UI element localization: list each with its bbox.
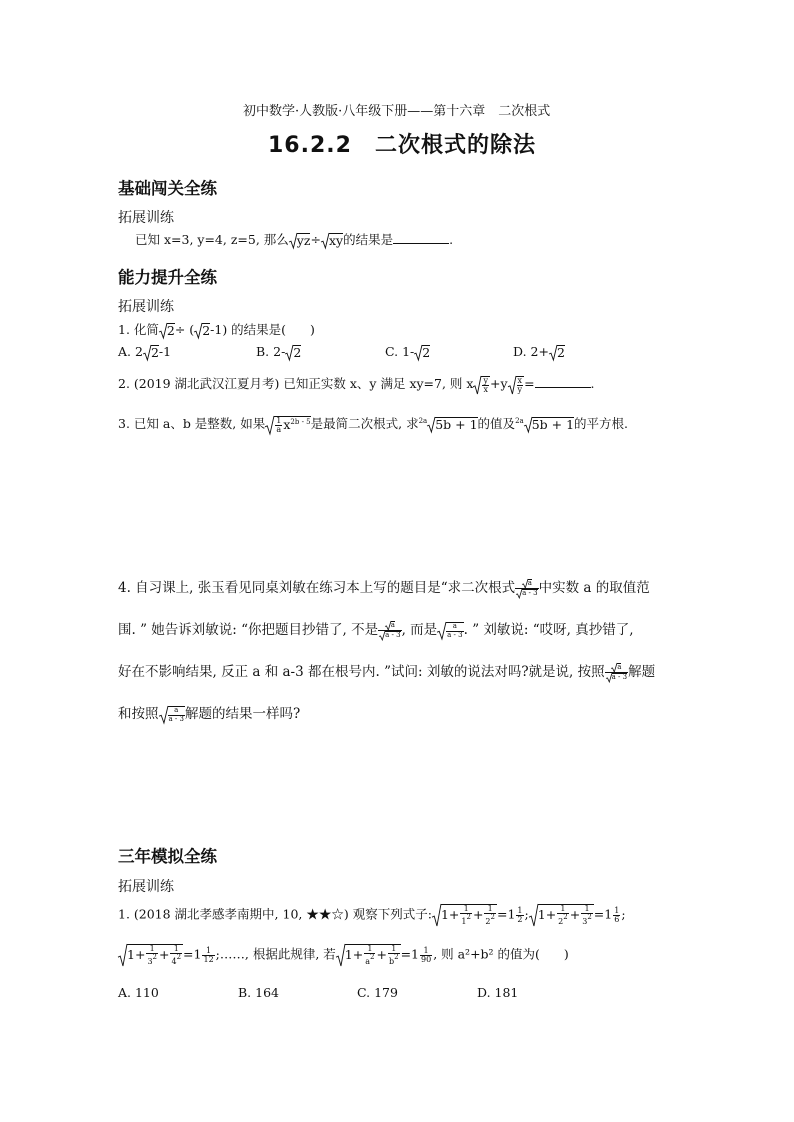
radical: a bbox=[385, 621, 395, 630]
radical: $\frac{a}{a - 3}$ bbox=[159, 706, 185, 723]
section-heading-ability: 能力提升全练 bbox=[118, 268, 217, 287]
question-4-line-2: 围. ” 她告诉刘敏说: “你把题目抄错了, 不是 $\frac{a}{a - 3}$ , 而是 $\frac{a}{a - 3}$ . ” 刘敏说: “哎呀, 真抄错了, bbox=[118, 621, 634, 639]
radical: $\frac{x}{y}$ bbox=[508, 376, 525, 394]
header-subtitle: 初中数学·人教版·八年级下册——第十六章 二次根式 bbox=[243, 104, 551, 119]
radical: $\frac{a}{a - 3}$ bbox=[437, 622, 463, 639]
question-4-line-3: 好在不影响结果, 反正 a 和 a-3 都在根号内. ”试问: 刘敏的说法对吗?就是说, 按照 $\frac{a}{a - 3}$ 解题 bbox=[118, 663, 656, 681]
radical: a - 3 bbox=[379, 631, 400, 640]
question-3: 3. 已知 a、b 是整数, 如果 $\frac{1}{a}$ $x^{2b - 5}$是最简二次根式, 求$^{2a}$ 5b + 1的值及$^{2a}$ 5b + 1的平方根. bbox=[118, 415, 629, 434]
basic-question: 已知 x=3, y=4, z=5, 那么 yz÷ xy的结果是 . bbox=[135, 232, 454, 248]
question-4-line-4: 和按照 $\frac{a}{a - 3}$ 解题的结果一样吗? bbox=[118, 706, 301, 723]
radical: 2 bbox=[414, 345, 430, 360]
question-4-line-1: 4. 自习课上, 张玉看见同桌刘敏在练习本上写的题目是“求二次根式 $\frac{a}{a - 3}$ 中实数 a 的取值范 bbox=[118, 579, 650, 597]
section-heading-mock: 三年模拟全练 bbox=[118, 847, 217, 866]
radical: 5b + 1 bbox=[524, 417, 574, 432]
radical: 1+ $\frac{1}{22}$ + $\frac{1}{32}$ bbox=[529, 904, 594, 926]
radical: 5b + 1 bbox=[427, 417, 477, 432]
answer-blank[interactable] bbox=[535, 376, 591, 388]
option-b[interactable]: B. 2- 2 bbox=[256, 344, 302, 360]
radical: $\frac{y}{x}$ bbox=[473, 376, 490, 394]
mock-question-1-line-1: 1. (2018 湖北孝感孝南期中, 10, ★★☆) 观察下列式子: 1+ $\frac{1}{12}$ + $\frac{1}{22}$ =1 $\frac{1}{2}$ ; 1+ $\frac{1}{22}$ + $\frac{1}{32}$ =1 $\frac{1}{6}$ ; bbox=[118, 904, 626, 926]
question-1: 1. 化简 2÷ ( 2-1) 的结果是( ) bbox=[118, 322, 315, 338]
mock-option-b[interactable]: B. 164 bbox=[238, 985, 279, 1000]
mock-option-d[interactable]: D. 181 bbox=[477, 985, 519, 1000]
radical: a bbox=[611, 663, 621, 672]
radical: 2 bbox=[159, 323, 175, 338]
radical: 2 bbox=[549, 345, 565, 360]
radical: $\frac{1}{a}$ $x^{2b - 5}$ bbox=[265, 416, 310, 434]
radical: 1+ $\frac{1}{a2}$ + $\frac{1}{b2}$ bbox=[336, 944, 401, 966]
section-sub-ability: 拓展训练 bbox=[118, 299, 174, 315]
radical: 1+ $\frac{1}{12}$ + $\frac{1}{22}$ bbox=[432, 904, 497, 926]
mock-option-c[interactable]: C. 179 bbox=[357, 985, 398, 1000]
radical: 2 bbox=[194, 323, 210, 338]
option-c[interactable]: C. 1- 2 bbox=[385, 344, 431, 360]
radical: a - 3 bbox=[606, 673, 627, 682]
radical: a - 3 bbox=[516, 589, 537, 598]
radical: xy bbox=[321, 233, 343, 248]
root-index: 2a bbox=[515, 417, 524, 425]
question-2: 2. (2019 湖北武汉江夏月考) 已知正实数 x、y 满足 xy=7, 则 x $\frac{y}{x}$ +y $\frac{x}{y}$ = . bbox=[118, 375, 595, 394]
section-heading-basic: 基础闯关全练 bbox=[118, 179, 217, 198]
radical: 2 bbox=[143, 345, 159, 360]
root-index: 2a bbox=[418, 417, 428, 425]
section-sub-basic: 拓展训练 bbox=[118, 210, 174, 226]
option-a[interactable]: A. 2 2-1 bbox=[118, 344, 172, 360]
answer-blank[interactable] bbox=[393, 232, 449, 244]
radical: 1+ $\frac{1}{32}$ + $\frac{1}{42}$ bbox=[118, 944, 183, 966]
mock-question-1-line-2: 1+ $\frac{1}{32}$ + $\frac{1}{42}$ =1 $\frac{1}{12}$ ;……, 根据此规律, 若 1+ $\frac{1}{a2}$ + $\frac{1}{b2}$ =1 $\frac{1}{90}$ , 则 a²+b² 的值为( ) bbox=[118, 944, 569, 966]
radical: a bbox=[522, 579, 532, 588]
mock-option-a[interactable]: A. 110 bbox=[118, 985, 159, 1000]
option-d[interactable]: D. 2+ 2 bbox=[513, 344, 565, 360]
section-sub-mock: 拓展训练 bbox=[118, 879, 174, 895]
radical: 2 bbox=[285, 345, 301, 360]
page-title: 16.2.2 二次根式的除法 bbox=[268, 133, 536, 158]
radical: yz bbox=[289, 233, 311, 248]
